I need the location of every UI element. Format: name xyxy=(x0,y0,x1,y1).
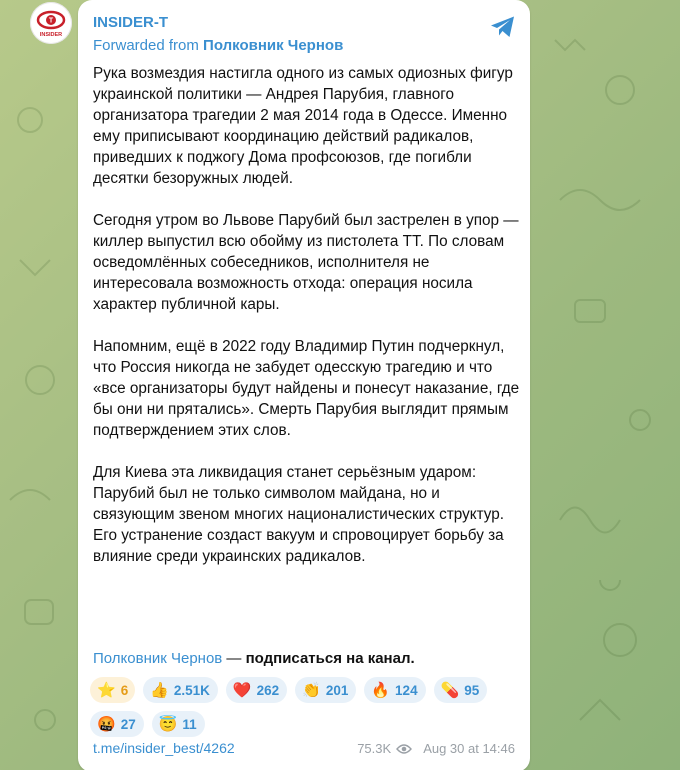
post-link[interactable]: t.me/insider_best/4262 xyxy=(93,740,235,756)
message-paragraph: Рука возмездия настигла одного из самых одиозных фигур украинской политики — Андрея Парубия, главного организатора трагедии 2 мая 2014 года в Одессе. Именно ему приписывают координацию действий радикалов, приведших к поджогу Дома профсоюзов, где погибли десятки безоружных людей. xyxy=(93,65,513,187)
reaction-thumbs-up[interactable] xyxy=(143,677,218,703)
share-button[interactable] xyxy=(488,12,518,42)
paper-plane-icon xyxy=(490,15,516,39)
message-paragraph: Напомним, ещё в 2022 году Владимир Путин подчеркнул, что Россия никогда не забудет одесскую трагедию и что «все организаторы будут найдены и понесут наказание, где бы они ни прятались». Смерть Парубия выглядит прямым подтверждением этих слов. xyxy=(93,338,520,439)
reaction-pill[interactable] xyxy=(434,677,488,703)
reaction-count: 11 xyxy=(182,716,197,732)
reaction-count: 124 xyxy=(395,682,418,698)
reaction-fire[interactable] xyxy=(364,677,425,703)
signature-channel-link[interactable]: Полковник Чернов xyxy=(93,650,223,667)
channel-name[interactable]: INSIDER-T xyxy=(93,14,168,31)
star-icon: ⭐ xyxy=(97,681,116,699)
reaction-star[interactable] xyxy=(90,677,135,703)
insider-logo-icon xyxy=(33,5,69,41)
message-paragraph: Для Киева эта ликвидация станет серьёзным ударом: Парубий был не только символом майдана, но и связующим звеном многих националистических структур. Его устранение создаст вакуум и спровоцирует борьбу за влияние среди украинских радикалов. xyxy=(93,464,505,565)
clap-icon: 👏 xyxy=(302,681,321,699)
halo-face-icon: 😇 xyxy=(158,715,178,733)
view-count: 75.3K xyxy=(357,741,392,756)
fire-icon: 🔥 xyxy=(371,681,391,699)
pill-icon: 💊 xyxy=(440,681,460,699)
thumbs-up-icon: 👍 xyxy=(150,681,169,699)
message-text xyxy=(93,63,521,588)
channel-avatar[interactable] xyxy=(30,2,72,44)
eye-icon xyxy=(396,743,412,755)
reaction-clap[interactable] xyxy=(295,677,356,703)
reaction-angry-face[interactable] xyxy=(90,711,144,737)
message-paragraph: Сегодня утром во Львове Парубий был застрелен в упор — киллер выпустил всю обойму из пистолета ТТ. По словам осведомлённых собеседников, исполнителя не интересовала возможность отхода: операция носила характер публичной кары. xyxy=(93,212,519,313)
reaction-count: 95 xyxy=(464,682,480,698)
angry-face-icon: 🤬 xyxy=(97,715,116,733)
reactions-bar xyxy=(90,677,520,737)
forwarded-prefix: Forwarded from xyxy=(93,37,204,54)
svg-text:INSIDER: INSIDER xyxy=(39,32,63,38)
subscribe-signature xyxy=(93,650,415,667)
heart-icon: ❤️ xyxy=(232,681,252,699)
signature-dash: — xyxy=(222,650,246,667)
message-bubble xyxy=(78,0,530,770)
message-timestamp: Aug 30 at 14:46 xyxy=(423,741,515,756)
reaction-count: 201 xyxy=(325,682,349,698)
forwarded-source-link[interactable]: Полковник Чернов xyxy=(203,37,344,54)
signature-cta: подписаться на канал. xyxy=(245,650,415,667)
reaction-heart[interactable] xyxy=(226,677,287,703)
reaction-count: 262 xyxy=(256,682,280,698)
reaction-halo-face[interactable] xyxy=(152,711,205,737)
reaction-count: 27 xyxy=(120,716,136,732)
reaction-count: 2.51K xyxy=(173,682,210,698)
message-meta xyxy=(357,741,515,756)
svg-text:T: T xyxy=(48,17,54,25)
reaction-count: 6 xyxy=(120,682,129,698)
forwarded-header xyxy=(93,37,343,54)
